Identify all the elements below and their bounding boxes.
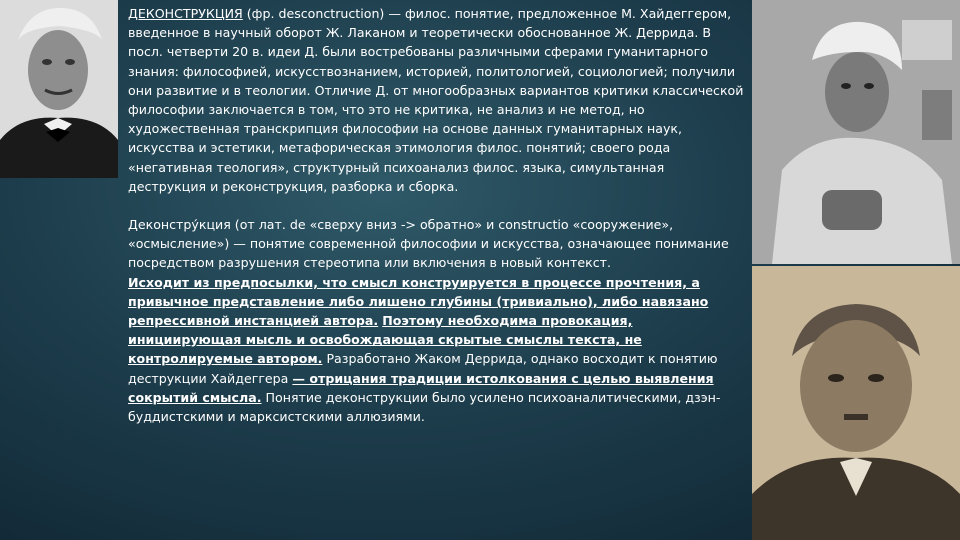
plain-allusions: Понятие деконструкции было усилено психоаналитическими, дзэн-буддистскими и марксистскими аллюзиями.	[128, 389, 721, 425]
underlined-provocation: Поэтому необходима провокация, инициирующая мысль и освобождающая скрытые смыслы текста, не контролируемые автором.	[128, 313, 642, 367]
text-block	[128, 4, 744, 426]
paragraph-etymology: Деконстру́кция (от лат. de «сверху вниз -> обратно» и constructio «сооружение», «осмысление») — понятие современной философии и искусства, означающее понимание посредством разрушения стереотипа или включения в новый контекст.	[128, 217, 729, 271]
portrait-lacan-image	[0, 0, 118, 178]
portrait-photo-bottom-right	[752, 266, 960, 540]
plain-derrida: Разработано Жаком Деррида, однако восходит к понятию деструкции Хайдеггера	[128, 351, 718, 386]
underlined-premise: Исходит из предпосылки, что смысл конструируется в процессе прочтения, а привычное представление либо лишено глубины (тривиально), либо навязано репрессивной инстанцией автора.	[128, 274, 709, 329]
portrait-heidegger-image	[752, 266, 960, 540]
portrait-photo-left	[0, 0, 118, 178]
underlined-negation: — отрицания традиции истолкования с целью выявления сокрытий смысла.	[128, 370, 714, 405]
paragraph-definition	[128, 4, 744, 196]
paragraph-explanation	[128, 273, 744, 427]
term-heading: ДЕКОНСТРУКЦИЯ	[128, 6, 243, 21]
portrait-photo-top-right	[752, 0, 960, 264]
definition-text: (фр. desconctruction) — филос. понятие, предложенное М. Хайдеггером, введенное в научный оборот Ж. Лаканом и теоретически обоснованное Ж. Деррида. В посл. четверти 20 в. идеи Д. были востребованы различными сферами гуманитарного знания: философией, искусствознанием, историей, политологией, социологией; получили они развитие и в теологии. Отличие Д. от многообразных вариантов критики классической философии заключается в том, что это не критика, не анализ и не метод, но художественная транскрипция философии на основе данных гуманитарных наук, искусства и эстетики, метафорическая этимология филос. понятий; своего рода «негативная теология», структурный психоанализ филос. языка, симультанная деструкция и реконструкция, разборка и сборка.	[128, 6, 744, 194]
portrait-derrida-image	[752, 0, 960, 264]
